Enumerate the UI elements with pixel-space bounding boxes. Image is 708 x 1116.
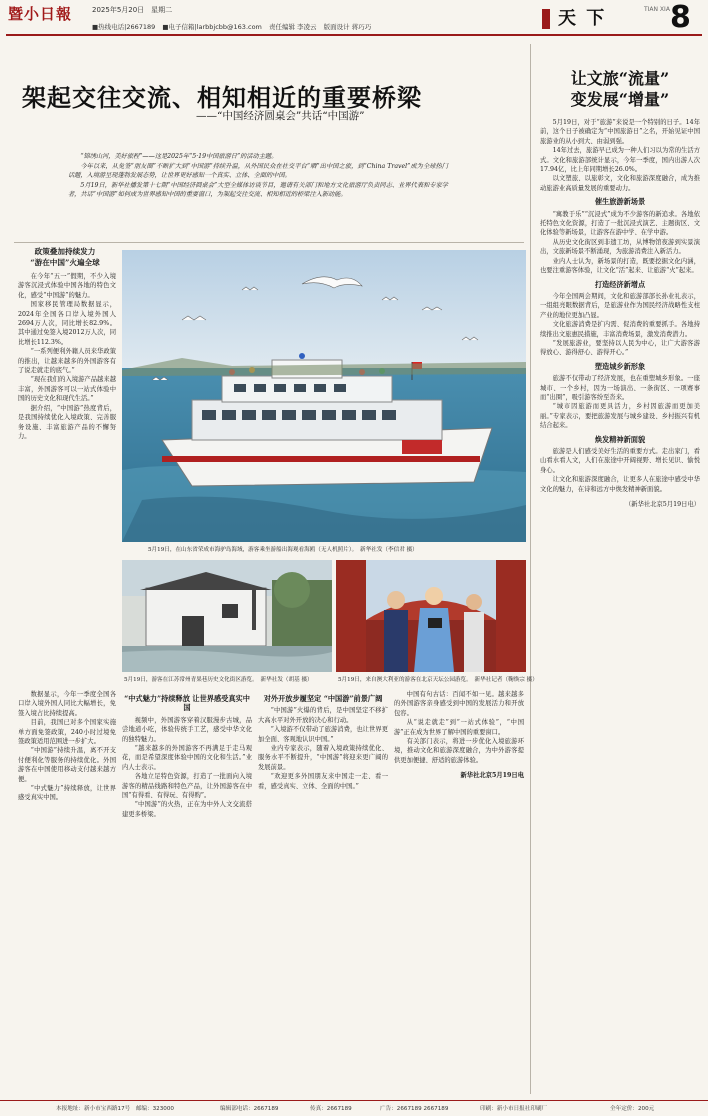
masthead bbox=[0, 0, 708, 40]
paragraph: 旅游是人们感受美好生活的重要方式。走出家门，看山看水看人文，人们在旅途中开阔视野、增长见识、愉悦身心。 bbox=[540, 448, 700, 474]
paragraph: “寓教于乐”“沉浸式”成为不少游客的新追求。各地依托特色文化资源，打造了一批沉浸式演艺、主题街区、文化体验等新场景，让游客在游中学、在学中游。 bbox=[540, 210, 700, 237]
paragraph: “中国游”火爆的背后，是中国坚定不移扩大高水平对外开放的决心和行动。 bbox=[258, 707, 388, 724]
left-section-title bbox=[20, 246, 110, 268]
left-column-1 bbox=[18, 272, 116, 441]
right-byline: （新华社北京5月19日电） bbox=[625, 501, 700, 509]
right-photo-image bbox=[336, 560, 526, 672]
designer: 版面设计 蒋巧巧 bbox=[323, 23, 372, 31]
left-photo bbox=[122, 560, 332, 672]
paragraph: 让文化和旅游深度融合，让更多人在旅途中感受中华文化的魅力，在诗和远方中焕发精神新面貌。 bbox=[540, 476, 700, 493]
paragraph: “城市因旅游而更具活力，乡村因旅游而更加美丽。”专家表示，要把旅游发展与城乡建设、乡村振兴有机结合起来。 bbox=[540, 403, 700, 430]
paragraph: “中式魅力”持续释放，让世界感受真实中国。 bbox=[18, 785, 116, 802]
title-line: 变发展“增量” bbox=[570, 90, 670, 109]
section-subtitle: 塑造城乡新形象 bbox=[594, 361, 646, 371]
paragraph: “入境游不仅带动了旅游消费，也让世界更加全面、客观地认识中国。” bbox=[258, 726, 388, 743]
masthead-rule bbox=[6, 34, 702, 36]
boat-photo-caption: 5月19日，在山东省荣成市海驴岛海域，游客乘坐游船出海观看海鸥（无人机照片）。 新华社发（李信君 摄） bbox=[148, 547, 418, 553]
boat-photo-image bbox=[122, 250, 526, 542]
paragraph: “现在我们的入境游产品越来越丰富，外国游客可以一站式体验中国的历史文化和现代生活。” bbox=[18, 376, 116, 403]
footer-phone: 编辑部电话：2667189 bbox=[220, 1106, 279, 1112]
divider bbox=[530, 44, 531, 1094]
editor: 责任编辑 李凌云 bbox=[268, 23, 317, 31]
section-subtitle: 焕发精神新面貌 bbox=[594, 434, 646, 444]
paragraph: “越来越多的外国游客不再满足于走马观花，而是希望深度体验中国的文化和生活。”业内人士表示。 bbox=[122, 745, 252, 771]
footer bbox=[0, 1100, 708, 1116]
right-column bbox=[540, 118, 700, 509]
right-photo-caption: 5月19日，来自澳大利亚的游客在北京天坛公园游览。 新华社记者（鞠焕宗 摄） bbox=[338, 677, 538, 683]
page-number: 8 bbox=[670, 0, 691, 35]
lead-paragraph: “锦绣山河，美好旅程”——这是2025年“5·19中国旅游日”的活动主题。 bbox=[80, 153, 278, 160]
paragraph: 从“说走就走”到“一站式体验”，“中国游”正在成为世界了解中国的重要窗口。 bbox=[394, 719, 524, 736]
left-photo-image bbox=[122, 560, 332, 672]
paragraph: 14年过去，旅游早已成为一种人们习以为常的生活方式。文化和旅游部统计显示，今年一季度，国内出游人次17.94亿，比上年同期增长26.0%。 bbox=[540, 147, 700, 174]
email: ■电子信箱|larbbjcbb@163.com bbox=[162, 23, 262, 31]
section-subtitle: 打造经济新增点 bbox=[594, 279, 646, 289]
paragraph: 有关部门表示，将进一步优化入境旅游环境，推动文化和旅游深度融合，为中外游客提供更加便捷、舒适的旅游体验。 bbox=[394, 738, 524, 764]
paragraph: 从历史文化街区到非遗工坊，从博物馆夜游到实景演出，文旅新场景不断涌现，为旅游消费注入新活力。 bbox=[540, 238, 700, 256]
footer-print: 印刷：新小市日报社印刷厂 bbox=[480, 1106, 548, 1112]
divider bbox=[14, 242, 524, 243]
paragraph: “欢迎更多外国朋友来中国走一走、看一看，感受真实、立体、全面的中国。” bbox=[258, 773, 388, 790]
paragraph: “中国游”持续升温，离不开支付便利化等服务的持续优化。外国游客在中国使用移动支付越来越方便。 bbox=[18, 747, 116, 783]
paragraph: 业内人士认为，新场景的打造，既要挖掘文化内涵，也要注重游客体验，让文化“活”起来、让旅游“火”起来。 bbox=[540, 257, 700, 275]
section-subtitle: “中式魅力”持续释放 让世界感受真实中国 bbox=[124, 694, 250, 713]
newspaper-logo: 暨小日報 bbox=[8, 5, 73, 23]
paragraph: “发展旅游业，要坚持以人民为中心，让广大游客游得放心、游得舒心、游得开心。” bbox=[540, 339, 700, 357]
title-line: 让文旅“流量” bbox=[570, 69, 670, 88]
right-photo bbox=[336, 560, 526, 672]
section-subtitle: 催生旅游新场景 bbox=[594, 197, 646, 207]
paragraph: 旅游不仅带动了经济发展，也在重塑城乡形象。一座城市、一个乡村，因为一场演出、一条街区、一项赛事而“出圈”，吸引游客纷至沓来。 bbox=[540, 375, 700, 401]
paragraph: 5月19日，对于“旅游”来说是一个特别的日子。14年前，这个日子被确定为“中国旅游日”之名，开始见证中国旅游业的从小到大、由弱到强。 bbox=[540, 119, 700, 145]
paragraph: 文化旅游消费是扩内需、促消费的重要抓手。各地持续推出文旅惠民措施，丰富消费场景，激发消费潜力。 bbox=[540, 321, 700, 338]
paragraph: 在今年“五一”假期，不少入境游客沉浸式体验中国各地的特色文化，感受“中国游”的魅力。 bbox=[18, 273, 116, 299]
section-box bbox=[542, 0, 708, 34]
section-subtitle: 对外开放步履坚定 “中国游”前景广阔 bbox=[263, 694, 383, 703]
contact-line bbox=[92, 22, 376, 31]
paragraph: 视频中，外国游客穿着汉服漫步古城，品尝地道小吃，体验传统手工艺，感受中华文化的独特魅力。 bbox=[122, 716, 252, 743]
boat-photo bbox=[122, 250, 526, 542]
right-article-title bbox=[540, 68, 700, 110]
paragraph: 中国有句古话：百闻不如一见。越来越多的外国游客亲身感受到中国的发展活力和开放包容。 bbox=[394, 691, 524, 717]
paragraph: 业内专家表示，随着入境政策持续优化、服务水平不断提升，“中国游”将迎来更广阔的发展前景。 bbox=[258, 745, 388, 771]
middle-column-2 bbox=[258, 690, 388, 791]
left-photo-caption: 5月19日，游客在江苏常州青果巷历史文化街区游览。 新华社发（胡基 摄） bbox=[124, 677, 313, 683]
paragraph: 今年全国两会期间，文化和旅游部部长孙业礼表示，一组组亮眼数据背后，是旅游业作为国民经济战略性支柱产业的地位更加凸显。 bbox=[540, 292, 700, 319]
lead-paragraph: 5月19日，新华社播发第十七期“中国经济圆桌会”大型全媒体访谈节目，邀请有关部门和地方文化旅游厅负责同志、业界代表和专家学者，共话“中国游”如何成为世界感知中国的重要窗口，为架起交往交流、相知相近的桥梁注入新动能。 bbox=[68, 181, 448, 199]
paragraph: 以文塑旅、以旅彰文，文化和旅游深度融合，成为推动旅游业高质量发展的重要动力。 bbox=[540, 175, 700, 192]
paragraph: “中国游”的火热，正在为中外人文交流搭建更多桥梁。 bbox=[122, 801, 252, 818]
section-name: 天 下 bbox=[558, 8, 607, 29]
footer-price: 全年定价：200元 bbox=[610, 1106, 655, 1112]
section-bar-icon bbox=[542, 9, 550, 29]
paragraph: 目前，我国已对多个国家实施单方面免签政策，240小时过境免签政策适用范围进一步扩大。 bbox=[18, 719, 116, 746]
lead-paragraphs bbox=[68, 152, 448, 238]
left-column-2 bbox=[18, 690, 116, 803]
middle-column-1 bbox=[122, 690, 252, 819]
footer-ad: 广告：2667189 2667189 bbox=[380, 1106, 449, 1112]
section-title-line: “游在中国”火遍全球 bbox=[30, 258, 100, 267]
footer-fax: 传真：2667189 bbox=[310, 1106, 352, 1112]
paragraph: “一系列便利外籍人员来华政策的推出，让越来越多的外国游客有了说走就走的底气。” bbox=[18, 348, 116, 375]
paragraph: 数据显示，今年一季度全国各口岸入境外国人同比大幅增长，免签入境占比持续提高。 bbox=[18, 691, 116, 717]
hotline: ■热线电话|2667189 bbox=[92, 23, 156, 31]
subheadline: ——“中国经济圆桌会”共话“中国游” bbox=[196, 110, 365, 122]
lead-paragraph: 今年以来，从免签“朋友圈”不断扩大到“中国游”持续升温，从外国民众在社交平台“晒”出中国之旅，到“China Travel”成为全球热门话题，入境游呈现蓬勃发展态势，让世界更好感知一个真实、立体、全面的中国。 bbox=[68, 162, 448, 180]
headline: 架起交往交流、相知相近的重要桥梁 bbox=[22, 83, 422, 112]
middle-column-3 bbox=[394, 690, 524, 781]
section-pinyin: TIAN XIA bbox=[644, 6, 670, 13]
paragraph: 据介绍，“中国游”热度背后，是我国持续优化入境政策、完善服务设施、丰富旅游产品的不懈努力。 bbox=[18, 404, 116, 440]
footer-address: 本报地址：新小市宝西路17号 邮编：323000 bbox=[56, 1106, 174, 1112]
issue-date: 2025年5月20日 星期二 bbox=[92, 6, 173, 14]
paragraph: 各地立足特色资源，打造了一批面向入境游客的精品线路和特色产品，让外国游客在中国“有得看、有得玩、有得购”。 bbox=[122, 773, 252, 800]
paragraph: 国家移民管理局数据显示，2024年全国各口岸入境外国人2694万人次，同比增长82.9%。其中通过免签入境2012万人次，同比增长112.3%。 bbox=[18, 301, 116, 346]
article-byline: 新华社北京5月19日电 bbox=[460, 772, 524, 780]
section-title-line: 政策叠加持续发力 bbox=[34, 247, 96, 256]
